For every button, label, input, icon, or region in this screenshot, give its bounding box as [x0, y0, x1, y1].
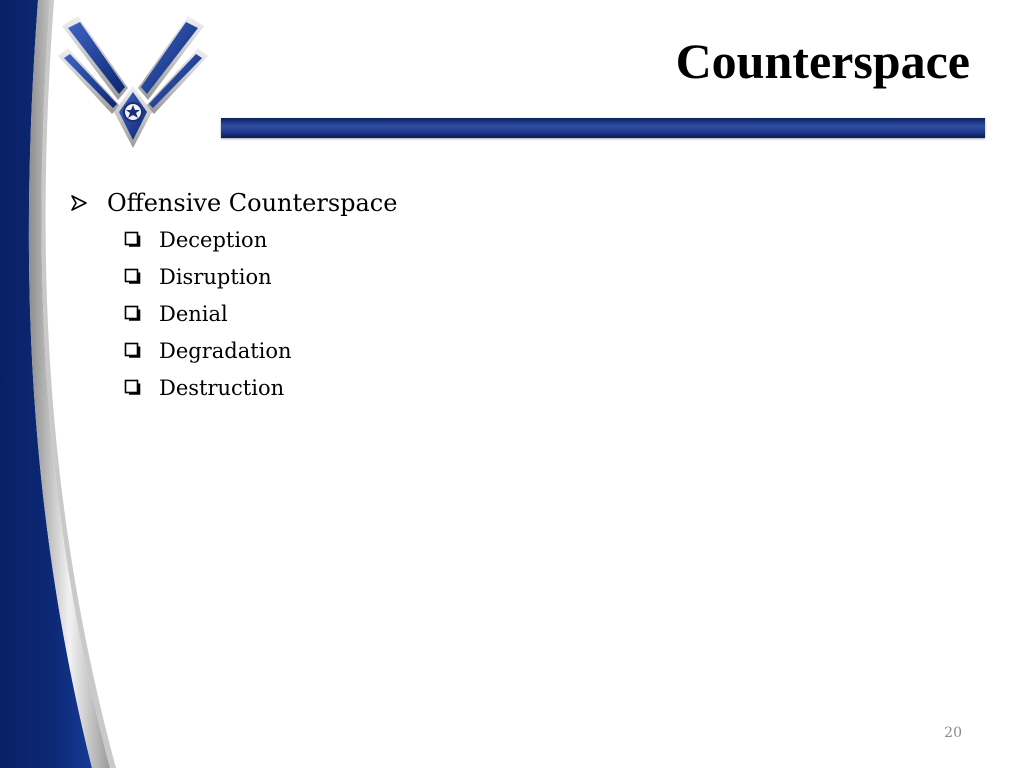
checkbox-bullet-icon [124, 305, 142, 323]
air-force-wings-logo [56, 8, 210, 152]
slide-content [70, 184, 397, 406]
main-bullet-label: Offensive Counterspace [107, 188, 398, 217]
title-underline-bar [221, 118, 985, 138]
sub-bullet-label: Deception [159, 227, 268, 252]
sub-bullet-item [124, 221, 397, 258]
sub-bullet-label: Denial [159, 301, 228, 326]
sub-bullet-label: Destruction [159, 375, 285, 400]
main-bullet [70, 184, 397, 221]
sub-bullet-item [124, 369, 397, 406]
sub-bullet-item [124, 295, 397, 332]
checkbox-bullet-icon [124, 379, 142, 397]
checkbox-bullet-icon [124, 342, 142, 360]
page-number: 20 [944, 725, 962, 741]
sub-bullet-item [124, 258, 397, 295]
slide-title: Counterspace [675, 33, 970, 89]
sub-bullet-item [124, 332, 397, 369]
arrow-bullet-icon [70, 194, 88, 212]
checkbox-bullet-icon [124, 231, 142, 249]
sub-bullet-label: Degradation [159, 338, 292, 363]
sub-bullet-list [124, 221, 397, 406]
sub-bullet-label: Disruption [159, 264, 272, 289]
checkbox-bullet-icon [124, 268, 142, 286]
